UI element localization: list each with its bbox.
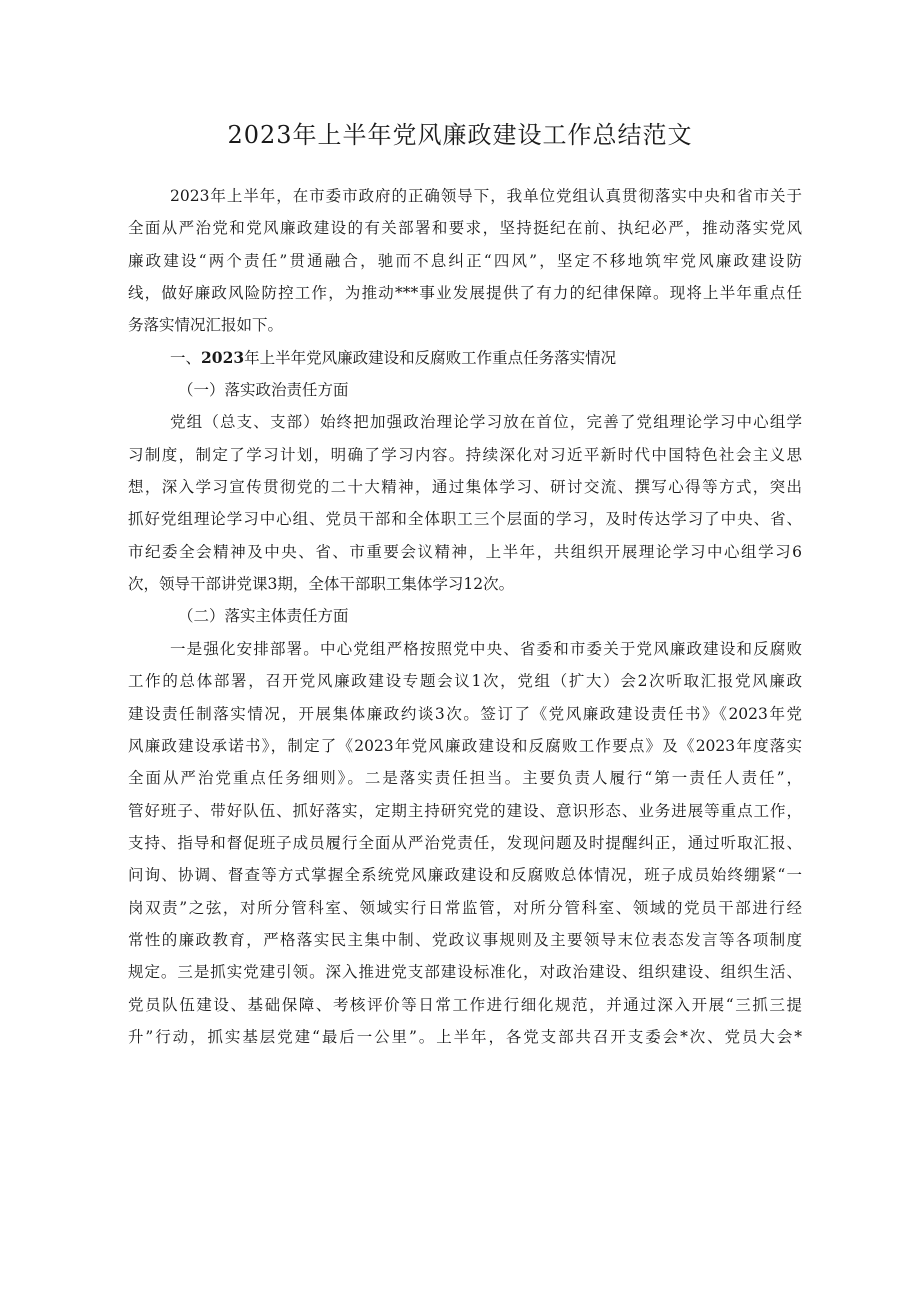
- section-number: 一、: [170, 348, 202, 367]
- paragraph-line: 2023年上半年，在市委市政府的正确领导下，我单位党组认真贯彻落实中央和省市关于: [170, 187, 802, 205]
- main-responsibility-paragraph: [128, 633, 802, 1053]
- paragraph-line: 升”行动，抓实基层党建“最后一公里”。上半年，各党支部共召开支委会*次、党员大会*: [128, 1027, 802, 1046]
- paragraph-line: 岗双责”之弦，对所分管科室、领域实行日常监管，对所分管科室、领域的党员干部进行经: [128, 898, 802, 917]
- paragraph-line: 党员队伍建设、基础保障、考核评价等日常工作进行细化规范，并通过深入开展“三抓三提: [128, 995, 802, 1014]
- political-responsibility-paragraph: [128, 406, 802, 600]
- paragraph-line: 常性的廉政教育，严格落实民主集中制、党政议事规则及主要领导末位表态发言等各项制度: [128, 930, 802, 949]
- document-body: [128, 180, 802, 1053]
- paragraph-line: 风廉政建设承诺书》，制定了《2023年党风廉政建设和反腐败工作要点》及《2023年度落实: [128, 736, 802, 755]
- paragraph-line: 次，领导干部讲党课3期，全体干部职工集体学习12次。: [128, 575, 515, 594]
- paragraph-line: 支持、指导和督促班子成员履行全面从严治党责任，发现问题及时提醒纠正，通过听取汇报、: [128, 833, 802, 852]
- paragraph-line: 务落实情况汇报如下。: [128, 316, 284, 335]
- intro-paragraph: [128, 180, 802, 342]
- document-title: 2023年上半年党风廉政建设工作总结范文: [227, 121, 693, 149]
- section-heading-text: 年上半年党风廉政建设和反腐败工作重点任务落实情况: [244, 348, 617, 367]
- section-heading-1: [128, 342, 802, 374]
- paragraph-line: 想，深入学习宣传贯彻党的二十大精神，通过集体学习、研讨交流、撰写心得等方式，突出: [128, 478, 802, 497]
- paragraph-line: 问询、协调、督查等方式掌握全系统党风廉政建设和反腐败总体情况，班子成员始终绷紧“一: [128, 866, 802, 885]
- paragraph-line: 党组（总支、支部）始终把加强政治理论学习放在首位，完善了党组理论学习中心组学: [170, 413, 802, 432]
- paragraph-line: 工作的总体部署，召开党风廉政建设专题会议1次，党组（扩大）会2次听取汇报党风廉政: [128, 672, 802, 691]
- paragraph-line: 管好班子、带好队伍、抓好落实，定期主持研究党的建设、意识形态、业务进展等重点工作，: [128, 801, 802, 820]
- paragraph-line: 抓好党组理论学习中心组、党员干部和全体职工三个层面的学习，及时传达学习了中央、省、: [128, 510, 802, 529]
- paragraph-line: 线，做好廉政风险防控工作，为推动***事业发展提供了有力的纪律保障。现将上半年重点任: [128, 284, 802, 303]
- paragraph-line: 一是强化安排部署。中心党组严格按照党中央、省委和市委关于党风廉政建设和反腐败: [170, 639, 802, 658]
- paragraph-line: 规定。三是抓实党建引领。深入推进党支部建设标准化，对政治建设、组织建设、组织生活、: [128, 963, 802, 982]
- paragraph-line: 习制度，制定了学习计划，明确了学习内容。持续深化对习近平新时代中国特色社会主义思: [128, 445, 802, 464]
- subsection-heading-2: （二）落实主体责任方面: [178, 607, 349, 626]
- paragraph-line: 建设责任制落实情况，开展集体廉政约谈3次。签订了《党风廉政建设责任书》《2023年党: [128, 704, 802, 723]
- paragraph-line: 市纪委全会精神及中央、省、市重要会议精神，上半年，共组织开展理论学习中心组学习6: [128, 542, 802, 561]
- subsection-heading-1: （一）落实政治责任方面: [178, 381, 349, 400]
- paragraph-line: 全面从严治党重点任务细则》。二是落实责任担当。主要负责人履行“第一责任人责任”，: [128, 769, 802, 788]
- section-year: 2023: [201, 347, 245, 367]
- paragraph-line: 廉政建设“两个责任”贯通融合，驰而不息纠正“四风”，坚定不移地筑牢党风廉政建设防: [128, 251, 802, 270]
- paragraph-line: 全面从严治党和党风廉政建设的有关部署和要求，坚持挺纪在前、执纪必严，推动落实党风: [128, 219, 802, 238]
